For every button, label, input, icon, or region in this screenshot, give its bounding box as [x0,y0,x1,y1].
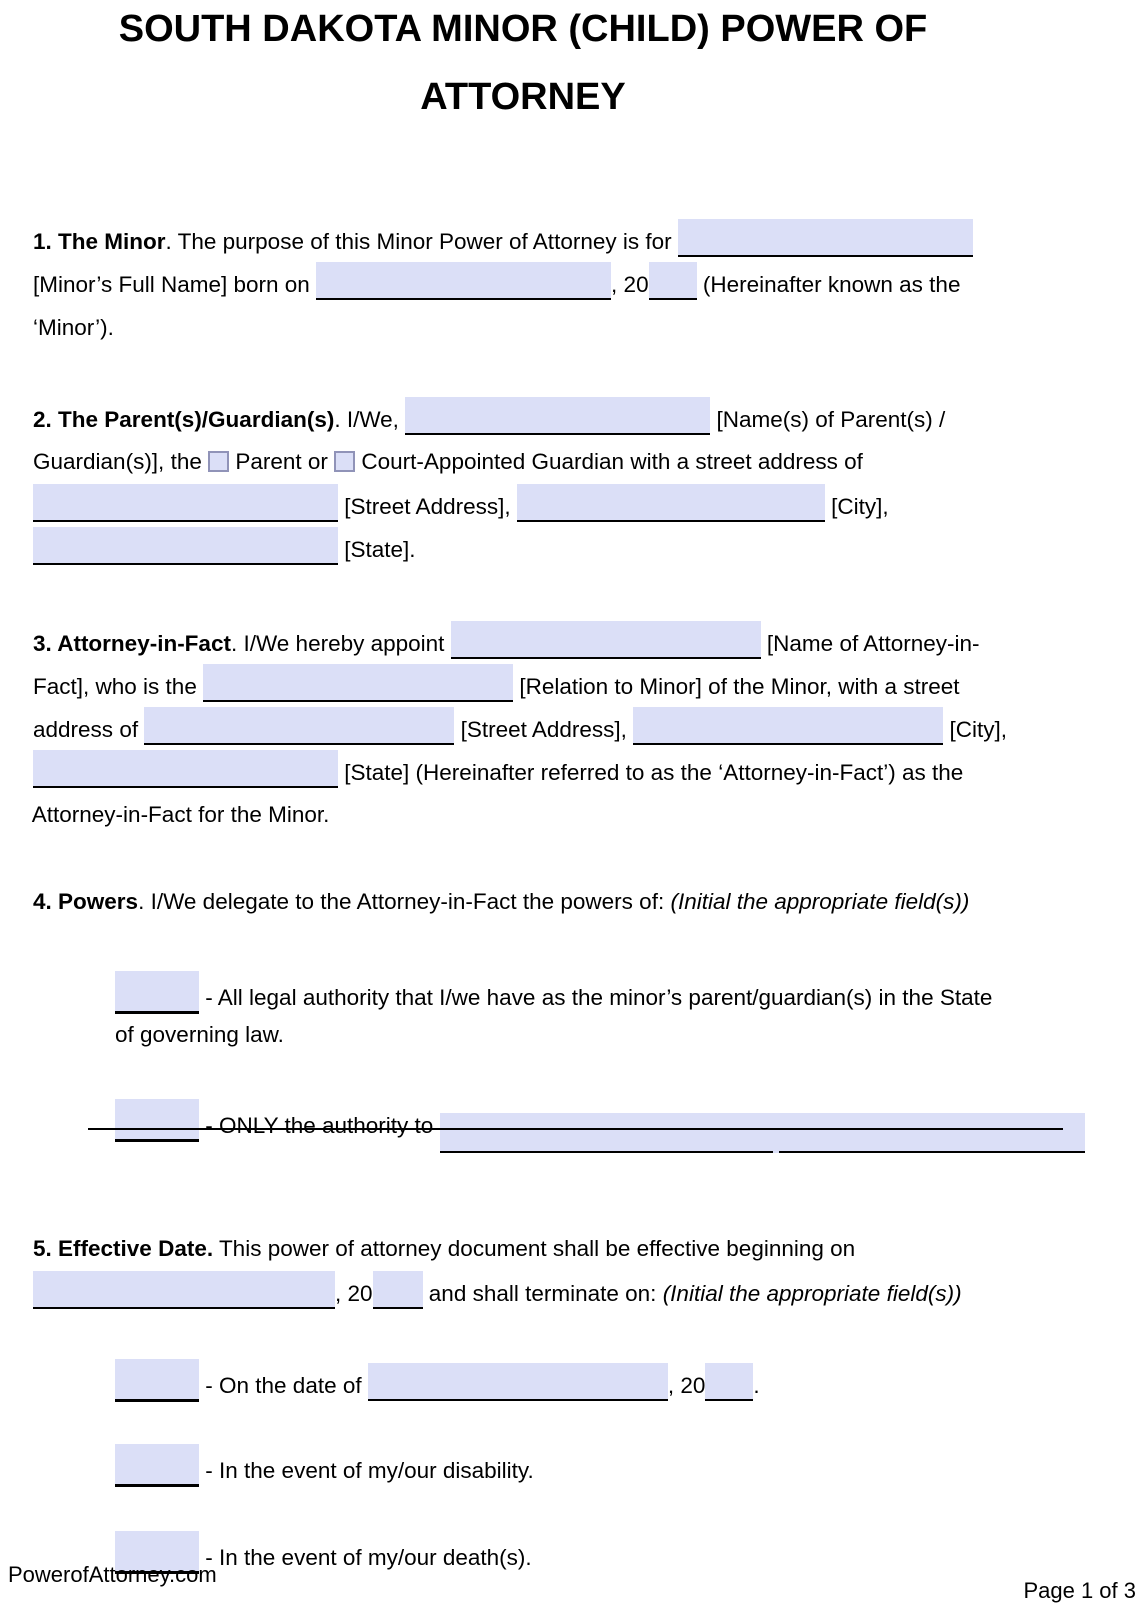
parents-city-field[interactable] [517,484,825,522]
attorney-line-2-text-a: Fact], who is the [33,674,204,699]
attorney-line-1-text-b: [Name of Attorney-in- [760,631,980,656]
parents-line-1-text-b: [Name(s) of Parent(s) / [710,407,946,432]
parents-state-field[interactable] [33,527,338,565]
effective-date-field[interactable] [33,1271,335,1309]
effective-year-field[interactable] [373,1271,423,1309]
parents-line-3-text-a: [Street Address], [338,494,517,519]
attorney-line-4-text: [State] (Hereinafter referred to as the ‘Attorney-in-Fact’) as the [338,760,964,785]
footer-site-name: PowerofAttorney.com [8,1562,217,1587]
terminate-death-text: - In the event of my/our death(s). [199,1545,532,1570]
parents-line-3-text-b: [City], [824,494,889,519]
section-3-heading: 3. Attorney-in-Fact [33,631,231,656]
section-2-heading: 2. The Parent(s)/Guardian(s) [33,407,335,432]
section-1-heading: 1. The Minor [33,229,166,254]
minor-line-2-text-b: , 20 [611,272,649,297]
only-authority-underline-2 [779,1113,1085,1153]
disability-initial-field[interactable] [115,1444,199,1487]
attorney-line-3-text-a: address of [33,717,145,742]
page-title-line-2: ATTORNEY [420,76,626,118]
minor-line-1-text: . The purpose of this Minor Power of Attorney is for [165,229,678,254]
terminate-date-text-a: - On the date of [199,1373,368,1398]
powers-intro-text: . I/We delegate to the Attorney-in-Fact the powers of: [138,889,671,914]
parents-line-4-text: [State]. [338,537,416,562]
powers-intro-italic: (Initial the appropriate field(s)) [670,889,970,914]
attorney-line-1-text-a: . I/We hereby appoint [230,631,451,656]
terminate-date-field[interactable] [368,1363,668,1401]
parents-line-2-text-a: Guardian(s)], the [33,449,209,474]
minor-line-2-text-a: [Minor’s Full Name] born on [33,272,317,297]
attorney-line-2-text-b: [Relation to Minor] of the Minor, with a street [513,674,960,699]
minor-birth-year-field[interactable] [649,262,697,300]
section-5-heading: 5. Effective Date. [33,1236,214,1261]
powers-only-authority-text: - ONLY the authority to [199,1113,440,1138]
effective-line-2-text-a: , 20 [335,1281,373,1306]
powers-all-authority-text-1: - All legal authority that I/we have as the minor’s parent/guardian(s) in the State [199,985,993,1010]
parents-line-1-text-a: . I/We, [334,407,406,432]
terminate-year-field[interactable] [705,1363,753,1401]
terminate-disability-text: - In the event of my/our disability. [199,1458,534,1483]
minor-line-2 [8,218,960,351]
only-authority-detail-field[interactable] [440,1113,1085,1153]
effective-line-2-italic: (Initial the appropriate field(s)) [662,1281,962,1306]
powers-all-authority-text-2: of governing law. [115,1022,284,1047]
minor-birthdate-field[interactable] [316,262,611,300]
attorney-line-3-text-b: [Street Address], [454,717,634,742]
parents-line-2-text-b: Parent or [229,449,335,474]
powers-only-authority-row [90,1055,1085,1197]
terminate-date-text-c: . [753,1373,760,1398]
parents-line-2-text-c: Court-Appointed Guardian with a street address of [355,449,863,474]
only-authority-initial-field[interactable] [115,1099,199,1142]
section-4-heading: 4. Powers [33,889,139,914]
terminate-date-text-b: , 20 [667,1373,706,1398]
attorney-line-5-text: Attorney-in-Fact for the Minor. [31,802,330,827]
only-authority-continuation-line[interactable] [88,1128,1063,1130]
footer-page-number: Page 1 of 3 [1023,1578,1136,1603]
terminate-date-initial-field[interactable] [115,1359,199,1402]
minor-line-3-text: ‘Minor’). [33,315,114,340]
only-authority-underline-1 [440,1113,773,1153]
page-title-line-1: SOUTH DAKOTA MINOR (CHILD) POWER OF [118,8,928,50]
terminate-death-row [90,1487,532,1624]
effective-line-1-text: This power of attorney document shall be effective beginning on [213,1236,856,1261]
effective-line-2-text-b: and shall terminate on: [422,1281,663,1306]
attorney-line-3-text-c: [City], [943,717,1007,742]
minor-line-2-text-c: (Hereinafter known as the [696,272,961,297]
